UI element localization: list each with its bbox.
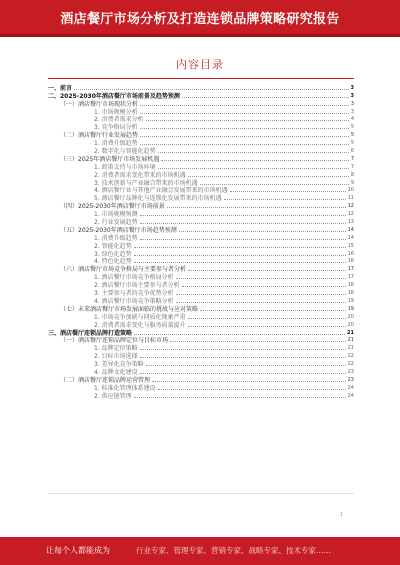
toc-bottom-divider	[48, 493, 354, 494]
toc-leader-dots	[140, 112, 349, 114]
toc-entry[interactable]	[48, 321, 354, 329]
toc-entry[interactable]	[48, 352, 354, 360]
toc-entry-page: 5	[350, 124, 354, 131]
toc-entry-page: 3	[350, 84, 354, 91]
toc-entry-page: 6	[350, 148, 354, 155]
toc-entry-text: 1. 市场竞争加剧与同质化现象严重	[94, 313, 186, 321]
toc-entry-page: 17	[347, 266, 354, 273]
toc-leader-dots	[176, 301, 346, 303]
toc-entry[interactable]	[48, 376, 354, 384]
toc-entry[interactable]	[48, 163, 354, 171]
toc-entry-text: 1. 消费升级趋势	[94, 234, 138, 242]
toc-entry-page: 21	[347, 329, 354, 336]
toc-entry-page: 7	[350, 155, 354, 162]
toc-leader-dots	[146, 364, 346, 366]
toc-entry[interactable]	[48, 226, 354, 234]
toc-entry-text: 2. 数字化与智能化趋势	[94, 148, 156, 156]
header-divider	[0, 34, 400, 37]
toc-leader-dots	[134, 254, 346, 256]
toc-entry[interactable]	[48, 392, 354, 400]
toc-entry-text: （四）2025-2030年酒店餐厅市场前景	[60, 203, 165, 211]
toc-title-underline	[48, 78, 354, 79]
toc-entry-page: 19	[347, 297, 354, 304]
toc-entry-page: 5	[350, 132, 354, 139]
toc-entry[interactable]	[48, 116, 354, 124]
toc-entry-text: 2. 消费者需求变化与服务质量提升	[94, 321, 186, 329]
toc-leader-dots	[167, 206, 346, 208]
page-header	[0, 0, 400, 34]
toc-entry[interactable]	[48, 305, 354, 313]
toc-entry[interactable]	[48, 171, 354, 179]
toc-leader-dots	[158, 388, 346, 390]
toc-entry[interactable]	[48, 242, 354, 250]
toc-entry-page: 20	[347, 321, 354, 328]
toc-entry-page: 24	[347, 392, 354, 399]
toc-leader-dots	[140, 135, 349, 137]
toc-entry-page: 22	[347, 361, 354, 368]
toc-leader-dots	[182, 96, 349, 98]
toc-entry-page: 13	[347, 219, 354, 226]
toc-entry-text: 2. 行业发展趋势	[94, 219, 138, 227]
toc-entry-text: （一）酒店餐厅连锁品牌定位与目标市场	[60, 337, 169, 345]
toc-leader-dots	[140, 348, 346, 350]
toc-entry[interactable]	[48, 297, 354, 305]
toc-entry-page: 15	[347, 242, 354, 249]
toc-entry-page: 23	[347, 376, 354, 383]
toc-entry-text: 2. 消费者需求变化带来的市场机遇	[94, 171, 186, 179]
toc-leader-dots	[140, 238, 346, 240]
toc-entry-text: 2. 酒店餐厅市场主要参与者分析	[94, 282, 180, 290]
toc-leader-dots	[140, 127, 349, 129]
toc-leader-dots	[179, 230, 346, 232]
toc-entry-text: 1. 品牌定位策略	[94, 345, 138, 353]
toc-leader-dots	[140, 214, 346, 216]
toc-entry[interactable]	[48, 258, 354, 266]
toc-entry-text: 4. 特色化趋势	[94, 258, 132, 266]
toc-entry[interactable]	[48, 289, 354, 297]
toc-leader-dots	[152, 380, 346, 382]
toc-entry[interactable]	[48, 313, 354, 321]
toc-entry-text: 4. 酒店餐厅市场竞争策略分析	[94, 297, 174, 305]
footer-tagline: 行业专家、管理专家、营销专家、战略专家、技术专家……	[136, 546, 331, 555]
toc-entry-text: 3. 主要参与者的竞争优势分析	[94, 290, 174, 298]
toc-entry-page: 3	[350, 100, 354, 107]
toc-entry-text: （六）酒店餐厅市场竞争格局与主要参与者分析	[60, 266, 187, 274]
toc-entry[interactable]	[48, 329, 354, 337]
toc-leader-dots	[182, 285, 346, 287]
toc-entry-text: 2. 供应链管理	[94, 392, 132, 400]
toc-entry[interactable]	[48, 179, 354, 187]
toc-entry-text: 3. 技术创新与产业融合带来的市场机遇	[94, 179, 198, 187]
toc-leader-dots	[146, 119, 349, 121]
toc-entry-page: 11	[347, 195, 354, 202]
toc-entry[interactable]	[48, 108, 354, 116]
toc-leader-dots	[74, 88, 349, 90]
toc-leader-dots	[140, 104, 349, 106]
toc-entry-page: 5	[350, 140, 354, 147]
page-number: 1	[340, 512, 344, 518]
toc-entry-page: 4	[350, 116, 354, 123]
toc-entry-text: 1. 标准化管理体系建设	[94, 384, 156, 392]
toc-entry-page: 3	[350, 92, 354, 99]
toc-entry-text: 2. 智能化趋势	[94, 242, 132, 250]
toc-entry-page: 9	[350, 179, 354, 186]
toc-entry-page: 17	[347, 274, 354, 281]
toc-entry-page: 16	[347, 250, 354, 257]
toc-entry[interactable]	[48, 337, 354, 345]
report-title: 酒店餐厅市场分析及打造连锁品牌策略研究报告	[60, 12, 340, 27]
toc-entry-text: （三）2025年酒店餐厅市场发展机遇	[60, 155, 160, 163]
toc-leader-dots	[188, 325, 346, 327]
toc-entry-text: 3. 差异化竞争策略	[94, 361, 144, 369]
toc-entry[interactable]	[48, 273, 354, 281]
toc-leader-dots	[134, 246, 346, 248]
toc-leader-dots	[200, 309, 346, 311]
toc-entry[interactable]	[48, 202, 354, 210]
toc-leader-dots	[134, 396, 346, 398]
toc-leader-dots	[161, 159, 349, 161]
toc-entry-text: （七）未来酒店餐厅市场发展面临的挑战与应对策略	[60, 305, 199, 313]
toc-entry-text: 5. 酒店餐厅品牌化与连锁化发展带来的市场机遇	[94, 195, 222, 203]
toc-leader-dots	[134, 333, 345, 335]
toc-leader-dots	[134, 261, 346, 263]
toc-entry[interactable]	[48, 360, 354, 368]
toc-entry-page: 20	[347, 313, 354, 320]
toc-entry[interactable]	[48, 155, 354, 163]
toc-entry[interactable]	[48, 250, 354, 258]
toc-entry-text: 三、酒店餐厅连锁品牌打造策略	[48, 329, 133, 337]
toc-entry-text: 二、2025-2030年酒店餐厅市场前景及趋势预测	[48, 92, 180, 100]
toc-entry-page: 19	[347, 305, 354, 312]
toc-leader-dots	[188, 269, 346, 271]
toc-entry[interactable]	[48, 187, 354, 195]
toc-entry-text: 3. 绿色化趋势	[94, 250, 132, 258]
toc-entry[interactable]	[48, 265, 354, 273]
toc-entry[interactable]	[48, 281, 354, 289]
toc-entry[interactable]	[48, 131, 354, 139]
toc-entry[interactable]	[48, 344, 354, 352]
toc-entry-text: 一、前言	[48, 84, 73, 92]
toc-entry-text: 1. 酒店餐厅市场竞争格局分析	[94, 274, 174, 282]
toc-entry-page: 23	[347, 368, 354, 375]
toc-entry[interactable]	[48, 92, 354, 100]
toc-leader-dots	[158, 167, 349, 169]
toc-entry-page: 7	[350, 163, 354, 170]
toc-entry-page: 16	[347, 258, 354, 265]
toc-leader-dots	[176, 277, 346, 279]
toc-entry-page: 18	[347, 290, 354, 297]
toc-leader-dots	[200, 183, 349, 185]
toc-entry-page: 12	[347, 203, 354, 210]
toc-entry[interactable]	[48, 123, 354, 131]
toc-entry-text: （二）酒店餐厅行业发展趋势	[60, 132, 139, 140]
toc-entry-page: 21	[347, 345, 354, 352]
toc-entry-text: 1. 市场规模预测	[94, 211, 138, 219]
toc-entry-page: 18	[347, 282, 354, 289]
toc-entry-page: 22	[347, 353, 354, 360]
toc-entry-text: 1. 消费升级趋势	[94, 140, 138, 148]
toc-leader-dots	[158, 151, 349, 153]
toc-entry-page: 21	[347, 337, 354, 344]
toc-entry[interactable]	[48, 84, 354, 92]
toc-leader-dots	[224, 198, 346, 200]
toc-leader-dots	[140, 356, 346, 358]
toc-entry[interactable]	[48, 368, 354, 376]
toc-entry[interactable]	[48, 100, 354, 108]
toc-leader-dots	[176, 293, 346, 295]
toc-entry[interactable]	[48, 384, 354, 392]
toc-title: 内容目录	[176, 58, 224, 71]
toc-entry-text: （五）2025-2030年酒店餐厅市场趋势预测	[60, 226, 177, 234]
toc-entry-text: 4. 品牌文化建设	[94, 368, 138, 376]
toc-entry-page: 8	[350, 171, 354, 178]
toc-entry[interactable]	[48, 147, 354, 155]
toc-leader-dots	[170, 340, 346, 342]
page-footer	[0, 537, 400, 565]
toc-entry-page: 14	[347, 234, 354, 241]
toc-entry-text: 1. 政策支持与市场环境	[94, 163, 156, 171]
toc-entry-text: 2. 消费者需求分析	[94, 116, 144, 124]
toc-entry[interactable]	[48, 210, 354, 218]
toc-entry[interactable]	[48, 194, 354, 202]
toc-entry-page: 12	[347, 211, 354, 218]
toc-entry-page: 10	[347, 187, 354, 194]
toc-entry-text: （二）酒店餐厅连锁品牌运营管理	[60, 376, 151, 384]
toc-leader-dots	[188, 175, 349, 177]
toc-entry-text: 1. 市场规模分析	[94, 108, 138, 116]
toc-leader-dots	[140, 372, 346, 374]
footer-slogan: 让每个人都能成为	[46, 546, 110, 555]
toc-leader-dots	[140, 143, 349, 145]
toc-entry[interactable]	[48, 218, 354, 226]
toc-entry[interactable]	[48, 234, 354, 242]
toc-entry-text: 4. 酒店餐厅业与其他产业融合发展带来的市场机遇	[94, 187, 228, 195]
toc-entry-text: 3. 竞争格局分析	[94, 124, 138, 132]
toc-entry-page: 14	[347, 226, 354, 233]
toc-leader-dots	[188, 317, 346, 319]
toc-entry-page: 3	[350, 108, 354, 115]
toc-leader-dots	[140, 222, 346, 224]
toc-leader-dots	[230, 190, 346, 192]
table-of-contents	[48, 84, 354, 400]
toc-entry-text: （一）酒店餐厅市场现状分析	[60, 100, 139, 108]
toc-entry[interactable]	[48, 139, 354, 147]
toc-entry-page: 24	[347, 384, 354, 391]
toc-entry-text: 2. 目标市场选择	[94, 353, 138, 361]
